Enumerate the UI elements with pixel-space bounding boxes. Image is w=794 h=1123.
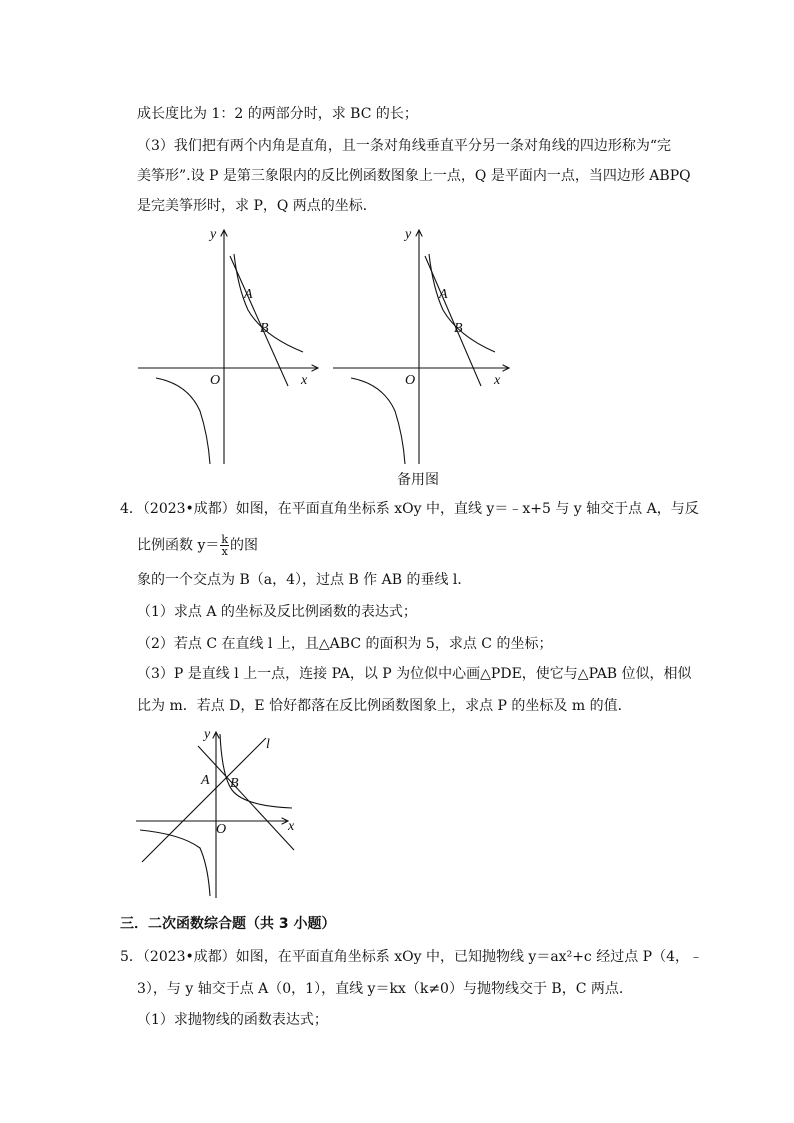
hyperbola-branch-q3 xyxy=(351,378,405,464)
point-b-label: B xyxy=(454,321,463,336)
origin-label: O xyxy=(210,373,221,388)
hyperbola-branch-q1 xyxy=(429,254,495,352)
q4-line-2-end: 的图 xyxy=(230,537,259,554)
figure-2-caption: 备用图 xyxy=(397,472,439,488)
origin-label: O xyxy=(405,373,416,388)
q4-line-2-start: 比例函数 y＝ xyxy=(137,537,220,554)
hyperbola-branch-q1 xyxy=(234,254,303,352)
y-label: y xyxy=(210,227,217,242)
y-label: y xyxy=(405,227,412,242)
q4-line-2 xyxy=(137,534,258,557)
figure-3-graph xyxy=(136,726,306,901)
q4-line-3: 象的一个交点为 B（a，4），过点 B 作 AB 的垂线 l． xyxy=(137,572,472,588)
x-label: x xyxy=(494,373,501,388)
q5-line-2: 3），与 y 轴交于点 A（0，1），直线 y＝kx（k≠0）与抛物线交于 B，C 两点． xyxy=(137,981,633,997)
line-ab xyxy=(425,256,481,386)
q4-part-1: （1）求点 A 的坐标及反比例函数的表达式； xyxy=(137,604,417,620)
q4-part-2: （2）若点 C 在直线 l 上，且△ABC 的面积为 5，求点 C 的坐标； xyxy=(137,636,553,652)
x-label: x xyxy=(301,373,308,388)
point-a-label: A xyxy=(244,287,253,302)
section-heading: 三．二次函数综合题（共 3 小题） xyxy=(120,916,336,932)
fraction-k-over-x xyxy=(220,534,229,557)
line-ab xyxy=(230,256,288,386)
point-b-label: B xyxy=(260,321,269,336)
point-a-label: A xyxy=(201,773,210,788)
hyperbola-branch-q3 xyxy=(140,830,210,896)
y-label: y xyxy=(204,727,211,742)
figure-1-graph xyxy=(138,226,328,471)
origin-label: O xyxy=(216,822,227,837)
point-b-label: B xyxy=(230,776,239,791)
point-a-label: A xyxy=(439,287,448,302)
q4-heading: 4．（2023•成都）如图，在平面直角坐标系 xOy 中，直线 y＝﹣x+5 与 y 轴交于点 A，与反 xyxy=(120,501,699,517)
fraction-numerator: k xyxy=(221,533,229,546)
x-label: x xyxy=(288,819,295,834)
q4-part-3-cont: 比为 m．若点 D，E 恰好都落在反比例函数图象上，求点 P 的坐标及 m 的值． xyxy=(137,698,632,714)
q4-part-3: （3）P 是直线 l 上一点，连接 PA，以 P 为位似中心画△PDE，使它与△PAB 位似，相似 xyxy=(137,666,692,682)
line-l-label: l xyxy=(266,737,270,752)
text-line-4: 是完美筝形时，求 P，Q 两点的坐标． xyxy=(137,198,377,214)
hyperbola-branch-q1 xyxy=(220,734,292,808)
hyperbola-branch-q3 xyxy=(156,378,210,464)
fraction-denominator: x xyxy=(221,545,228,558)
text-line-2: （3）我们把有两个内角是直角，且一条对角线垂直平分另一条对角线的四边形称为“完 xyxy=(137,138,672,154)
text-line-3: 美筝形”.设 P 是第三象限内的反比例函数图象上一点，Q 是平面内一点，当四边形 ABPQ xyxy=(137,168,691,184)
q5-heading: 5．（2023•成都）如图，在平面直角坐标系 xOy 中，已知抛物线 y＝ax²+c 经过点 P（4，﹣ xyxy=(120,949,703,965)
q5-part-1: （1）求抛物线的函数表达式； xyxy=(137,1012,328,1028)
figure-2-graph xyxy=(333,226,523,471)
text-line-1: 成长度比为 1：2 的两部分时，求 BC 的长； xyxy=(137,106,418,122)
line-ab xyxy=(198,746,294,850)
